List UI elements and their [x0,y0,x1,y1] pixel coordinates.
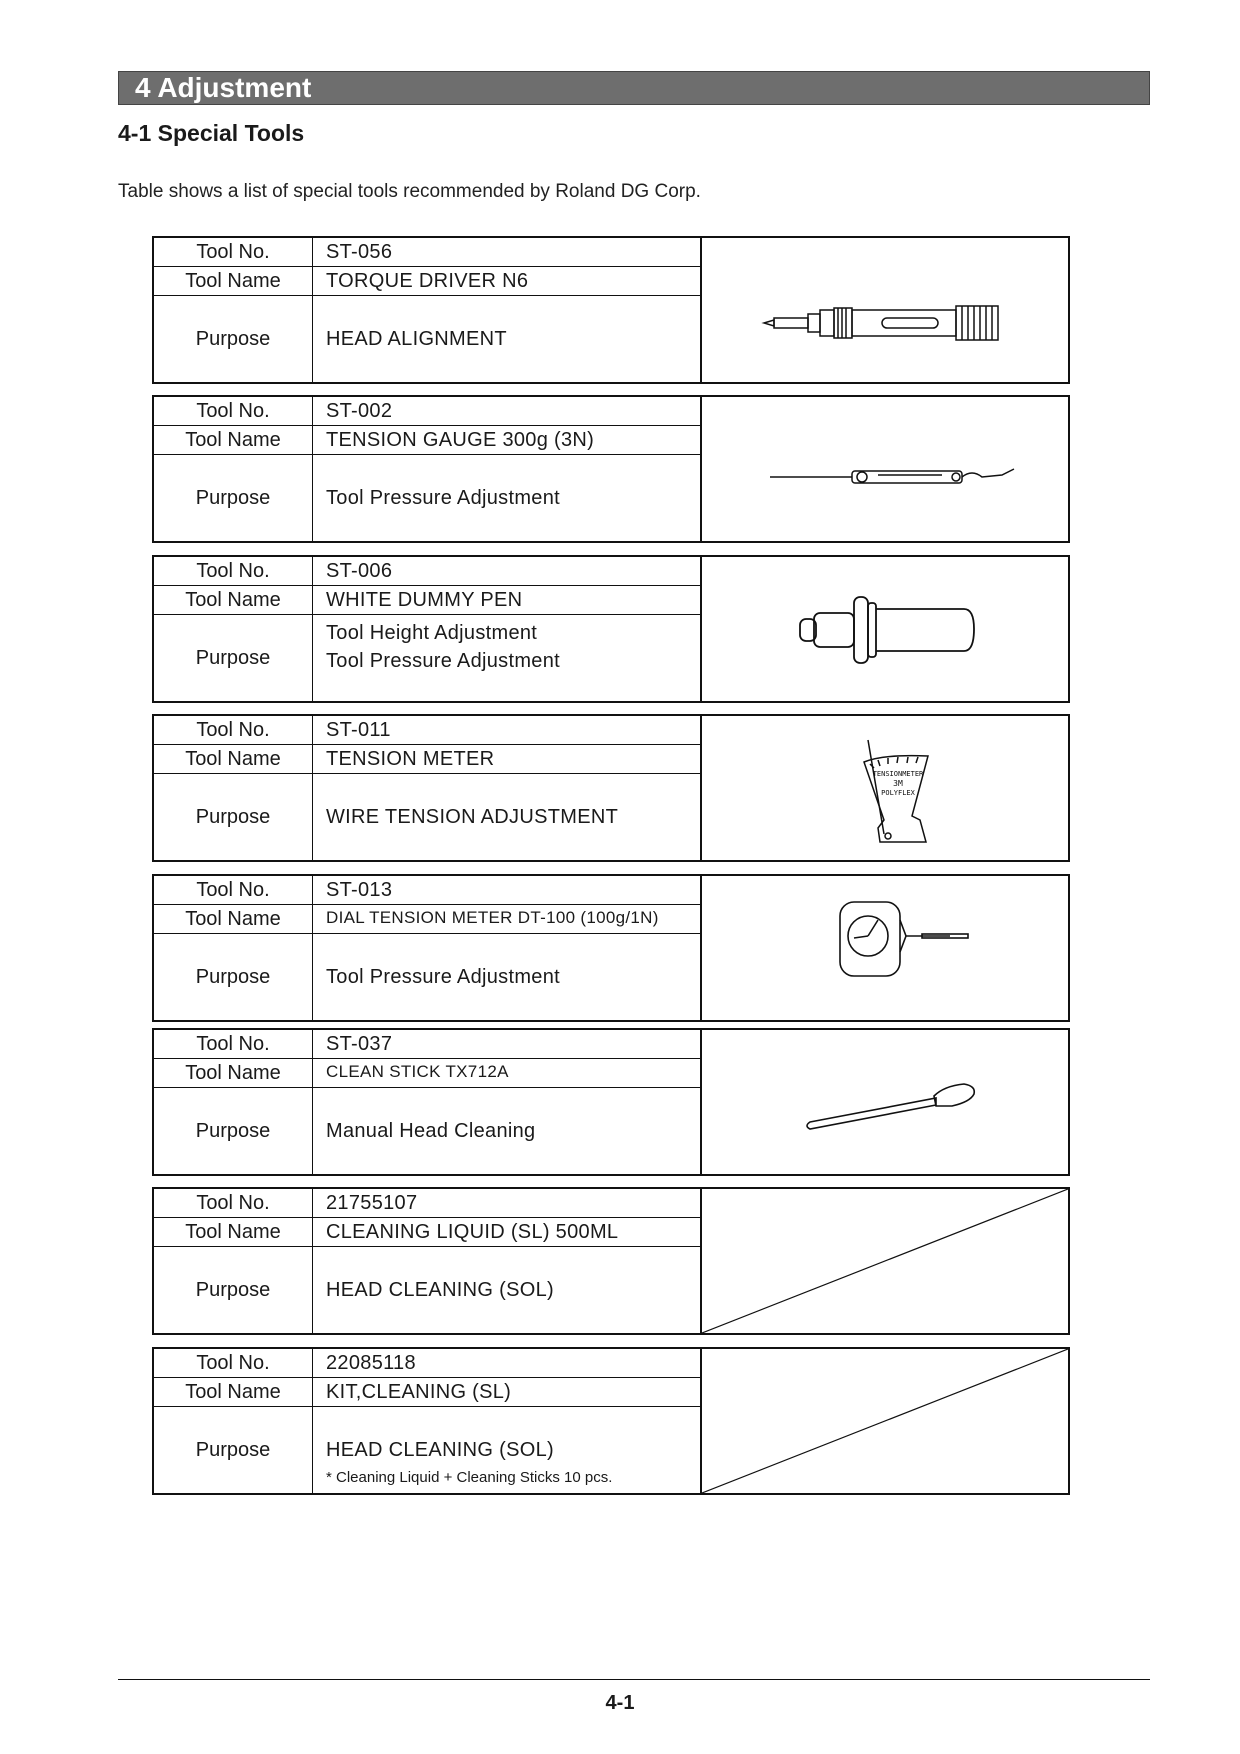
purpose-row [154,1088,702,1174]
tool-name-row [154,1059,702,1088]
tool-no-value: 21755107 [326,1192,418,1214]
tool-name-label: Tool Name [185,1221,281,1243]
tool-name-value: TORQUE DRIVER N6 [326,270,529,292]
tool-table-st-006 [152,555,1070,703]
tool-no-label: Tool No. [196,1192,270,1214]
tension-meter-logo-text: 3M [893,779,903,788]
tool-name-value: CLEANING LIQUID (SL) 500ML [326,1221,619,1243]
tool-name-row [154,745,702,774]
tool-no-label: Tool No. [196,879,270,901]
tool-no-value: ST-056 [326,241,393,263]
tool-table-st-011 [152,714,1070,862]
purpose-label: Purpose [195,966,271,988]
tool-name-row [154,905,702,934]
clean-stick-icon [702,1030,1068,1174]
tool-no-label: Tool No. [196,241,270,263]
purpose-value [326,619,560,675]
purpose-label: Purpose [195,647,271,669]
purpose-value: Tool Pressure Adjustment [326,966,560,988]
tool-no-row [154,876,702,905]
no-image-diagonal [702,1189,1068,1333]
tool-name-value: CLEAN STICK TX712A [326,1062,509,1081]
purpose-row [154,934,702,1020]
purpose-label: Purpose [195,806,271,828]
purpose-row [154,615,702,701]
purpose-label: Purpose [195,487,271,509]
tool-table-22085118 [152,1347,1070,1495]
page-number: 4-1 [605,1692,635,1714]
purpose-row [154,1407,702,1493]
footer-divider [118,1679,1150,1680]
purpose-row [154,1247,702,1333]
tool-name-label: Tool Name [185,908,281,930]
purpose-value: HEAD CLEANING (SOL) [326,1279,554,1301]
tool-name-value: TENSION GAUGE 300g (3N) [326,429,595,451]
tool-no-value: ST-002 [326,400,393,422]
dial-tension-meter-icon [702,876,1068,1020]
purpose-label: Purpose [195,1120,271,1142]
tool-no-value: ST-011 [326,719,391,741]
tool-table-st-002 [152,395,1070,543]
tool-no-label: Tool No. [196,560,270,582]
tool-table-st-037 [152,1028,1070,1176]
tool-no-row [154,238,702,267]
tool-no-label: Tool No. [196,1033,270,1055]
tool-name-value: TENSION METER [326,748,495,770]
tool-no-value: ST-037 [326,1033,393,1055]
intro-text: Table shows a list of special tools recommended by Roland DG Corp. [118,181,701,202]
tension-gauge-icon [702,397,1068,541]
tool-no-row [154,397,702,426]
tension-meter-brand-text: TENSIONMETER [872,770,924,778]
dummy-pen-icon [702,557,1068,701]
purpose-label: Purpose [195,1439,271,1461]
tool-name-value: DIAL TENSION METER DT-100 (100g/1N) [326,908,659,927]
purpose-value: HEAD CLEANING (SOL) [326,1439,554,1461]
tool-no-row [154,1189,702,1218]
tool-name-row [154,586,702,615]
tool-no-label: Tool No. [196,719,270,741]
tool-no-row [154,1349,702,1378]
tool-no-row [154,716,702,745]
tool-name-value: KIT,CLEANING (SL) [326,1381,512,1403]
purpose-value: Manual Head Cleaning [326,1120,536,1142]
tool-name-row [154,1378,702,1407]
tool-name-row [154,267,702,296]
tool-no-row [154,557,702,586]
chapter-title: 4 Adjustment [135,72,312,103]
tool-no-value: ST-006 [326,560,393,582]
tension-meter-icon [702,716,1068,860]
purpose-value: WIRE TENSION ADJUSTMENT [326,806,619,828]
tool-name-value: WHITE DUMMY PEN [326,589,523,611]
purpose-value: HEAD ALIGNMENT [326,328,507,350]
purpose-row [154,774,702,860]
tension-meter-model-text: POLYFLEX [881,789,915,797]
tool-table-21755107 [152,1187,1070,1335]
purpose-row [154,296,702,382]
tool-name-label: Tool Name [185,589,281,611]
tool-no-value: 22085118 [326,1352,416,1374]
chapter-header-bar [118,71,1150,105]
purpose-row [154,455,702,541]
section-title: 4-1 Special Tools [118,120,305,146]
purpose-note: * Cleaning Liquid + Cleaning Sticks 10 pcs. [326,1469,613,1486]
purpose-value: Tool Pressure Adjustment [326,487,560,509]
tool-table-st-013 [152,874,1070,1022]
no-image-diagonal [702,1349,1068,1493]
tool-no-row [154,1030,702,1059]
tool-name-label: Tool Name [185,270,281,292]
tool-name-label: Tool Name [185,1062,281,1084]
purpose-label: Purpose [195,1279,271,1301]
tool-name-label: Tool Name [185,429,281,451]
tool-table-st-056 [152,236,1070,384]
purpose-line-1: Tool Height Adjustment [326,622,538,644]
torque-driver-icon [702,238,1068,382]
tool-no-label: Tool No. [196,1352,270,1374]
purpose-label: Purpose [195,328,271,350]
purpose-line-2: Tool Pressure Adjustment [326,650,560,672]
tool-name-row [154,426,702,455]
tool-name-label: Tool Name [185,748,281,770]
tool-no-label: Tool No. [196,400,270,422]
tool-name-row [154,1218,702,1247]
tool-name-label: Tool Name [185,1381,281,1403]
tool-no-value: ST-013 [326,879,393,901]
